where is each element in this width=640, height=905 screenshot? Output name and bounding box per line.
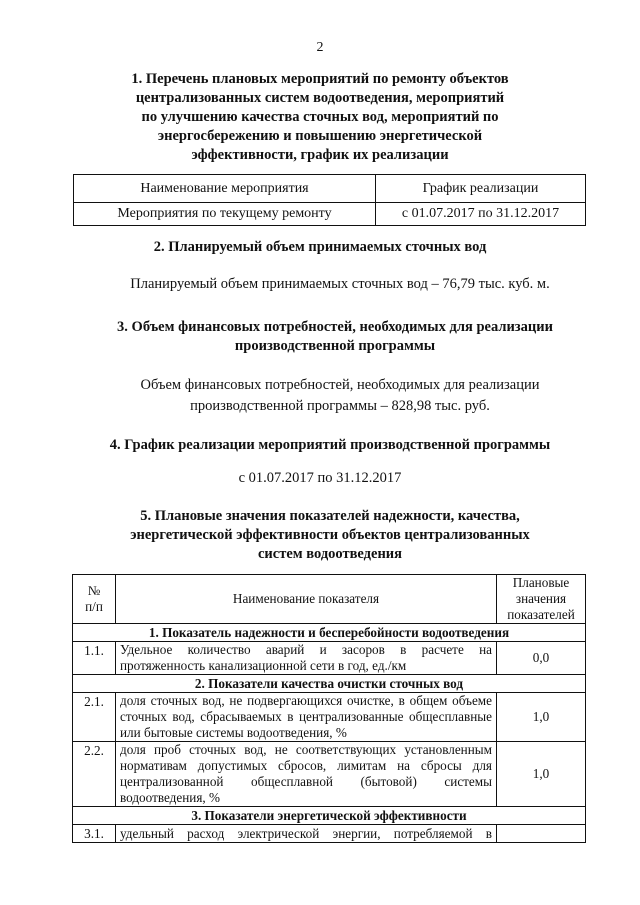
row-text: удельный расход электрической энергии, потребляемой в [116, 825, 497, 843]
column-header-value [497, 575, 586, 624]
row-value: 1,0 [497, 693, 586, 742]
section1-title-line: централизованных систем водоотведения, мероприятий [135, 90, 505, 106]
section1-title-line: 1. Перечень плановых мероприятий по ремонту объектов [131, 71, 509, 87]
header-text: значения [515, 591, 567, 606]
header-text: показателей [507, 607, 575, 622]
section3-title-line: производственной программы [234, 338, 436, 354]
table-header-row [74, 175, 586, 203]
row-value [497, 825, 586, 843]
section2-title: 2. Планируемый объем принимаемых сточных вод [153, 239, 487, 255]
row-text: доля проб сточных вод, не соответствующих установленным нормативам допустимых сбросов, лимитам на сбросы для централизованной общесплавной (бытовой) системы водоотведения, % [116, 742, 497, 807]
group-title: 1. Показатель надежности и бесперебойности водоотведения [73, 624, 586, 642]
row-number: 2.2. [73, 742, 116, 807]
group-header-row [73, 675, 586, 693]
header-text: Плановые [512, 575, 570, 590]
section3-text-line: Объем финансовых потребностей, необходимых для реализации [140, 377, 540, 393]
table-row [74, 203, 586, 226]
section4-text: с 01.07.2017 по 31.12.2017 [238, 470, 402, 486]
section1-title [60, 70, 580, 165]
row-value: 1,0 [497, 742, 586, 807]
section1-title-line: по улучшению качества сточных вод, мероприятий по [141, 109, 499, 125]
section2-text: Планируемый объем принимаемых сточных вод – 76,79 тыс. куб. м. [130, 276, 550, 292]
group-header-row [73, 624, 586, 642]
row-text: доля сточных вод, не подвергающихся очистке, в общем объеме сточных вод, сбрасываемых в централизованные общесплавные или бытовые системы водоотведения, % [116, 693, 497, 742]
section3-text [80, 375, 600, 417]
group-header-row [73, 807, 586, 825]
table-cell: с 01.07.2017 по 31.12.2017 [376, 203, 586, 226]
section5-title-line: 5. Плановые значения показателей надежности, качества, [140, 508, 520, 524]
table-row [73, 642, 586, 675]
activities-table [73, 174, 586, 226]
table-header-row [73, 575, 586, 624]
group-title: 2. Показатели качества очистки сточных вод [73, 675, 586, 693]
column-header: Наименование мероприятия [74, 175, 376, 203]
section3-text-line: производственной программы – 828,98 тыс. руб. [190, 398, 490, 414]
section4-title: 4. График реализации мероприятий производственной программы [109, 437, 551, 453]
header-text: № [87, 583, 101, 598]
section5-title-line: энергетической эффективности объектов централизованных [130, 527, 530, 543]
section3-title [70, 318, 600, 356]
column-header-number [73, 575, 116, 624]
row-number: 2.1. [73, 693, 116, 742]
table-row [73, 825, 586, 843]
row-text: Удельное количество аварий и засоров в расчете на протяженность канализационной сети в год, ед./км [116, 642, 497, 675]
column-header: График реализации [376, 175, 586, 203]
column-header-name: Наименование показателя [116, 575, 497, 624]
indicators-table [72, 574, 586, 843]
table-row [73, 742, 586, 807]
section1-title-line: эффективности, график их реализации [191, 147, 449, 163]
row-number: 1.1. [73, 642, 116, 675]
header-text: п/п [85, 599, 103, 614]
group-title: 3. Показатели энергетической эффективности [73, 807, 586, 825]
row-number: 3.1. [73, 825, 116, 843]
section1-title-line: энергосбережению и повышению энергетической [157, 128, 483, 144]
section5-title [70, 507, 590, 564]
table-cell: Мероприятия по текущему ремонту [74, 203, 376, 226]
row-value: 0,0 [497, 642, 586, 675]
section3-title-line: 3. Объем финансовых потребностей, необходимых для реализации [117, 319, 553, 335]
section5-title-line: систем водоотведения [257, 546, 403, 562]
table-row [73, 693, 586, 742]
page-number: 2 [316, 40, 324, 55]
